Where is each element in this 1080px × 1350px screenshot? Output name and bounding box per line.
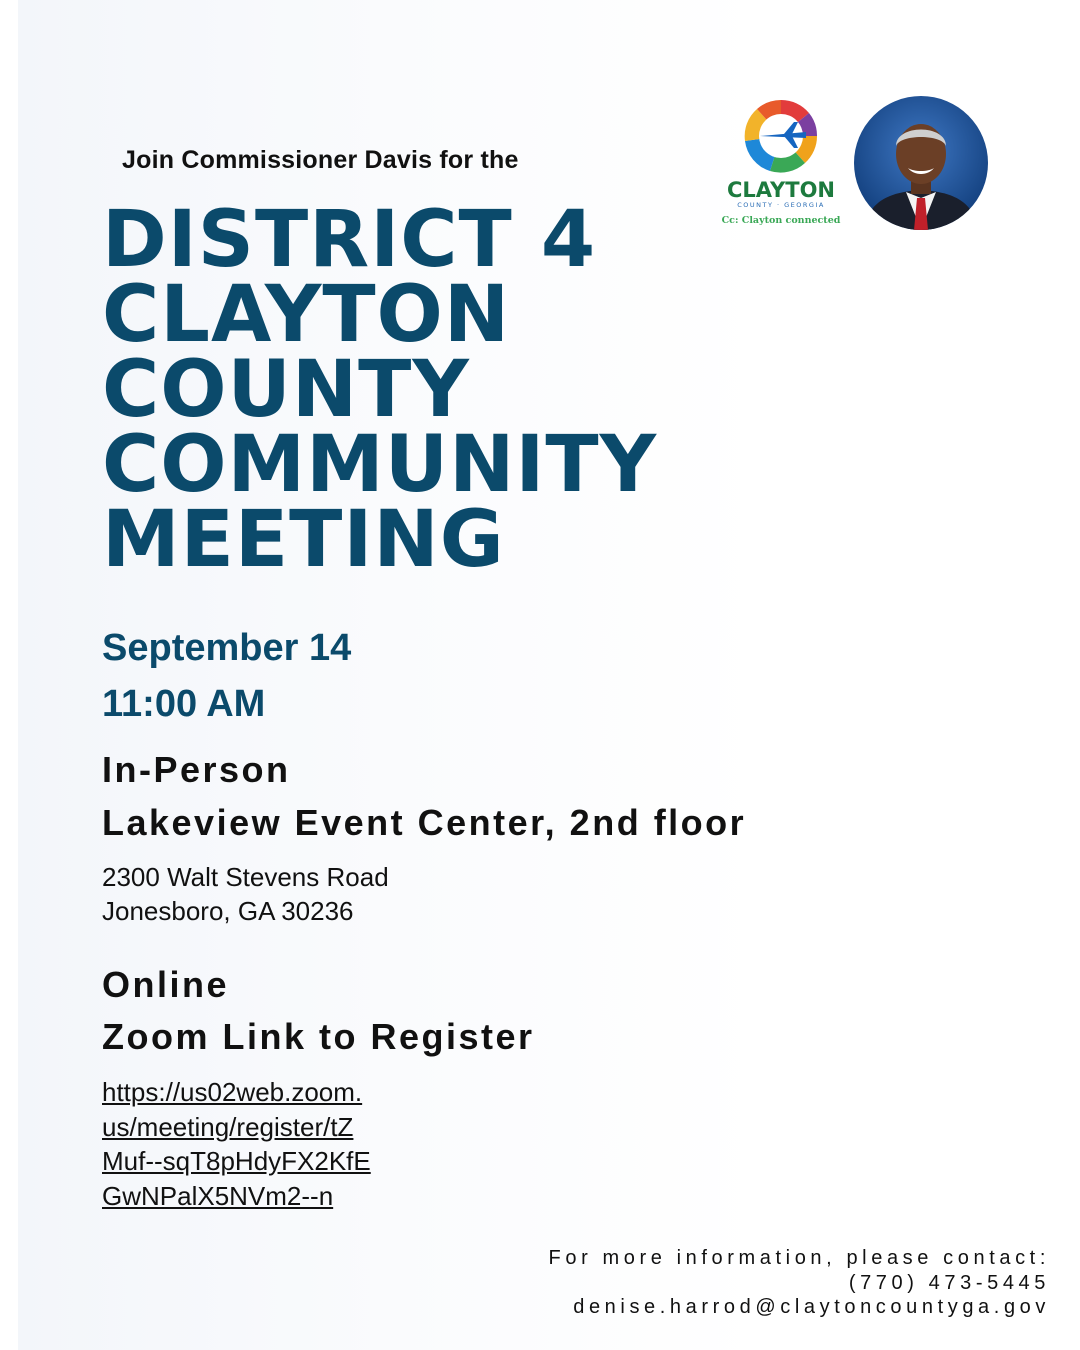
logo-tagline: Cc: Clayton connected bbox=[721, 215, 841, 226]
in-person-heading: In-Person bbox=[102, 749, 291, 790]
event-title-line: COUNTY bbox=[102, 345, 470, 435]
event-title bbox=[102, 195, 658, 585]
commissioner-portrait bbox=[854, 96, 988, 230]
event-title-line: MEETING bbox=[102, 495, 505, 585]
address-line-1: 2300 Walt Stevens Road bbox=[102, 862, 389, 892]
logo-subtitle: COUNTY · GEORGIA bbox=[737, 201, 825, 209]
event-title-line: DISTRICT 4 bbox=[102, 195, 597, 285]
contact-info bbox=[549, 1246, 1050, 1320]
online-heading: Online bbox=[102, 964, 230, 1005]
logo-name: CLAYTON bbox=[727, 178, 835, 202]
contact-label: For more information, please contact: bbox=[548, 1247, 1050, 1269]
clayton-county-logo bbox=[710, 96, 852, 230]
event-title-line: CLAYTON bbox=[102, 270, 511, 360]
venue-name: Lakeview Event Center, 2nd floor bbox=[102, 802, 747, 843]
event-date: September 14 bbox=[102, 627, 352, 669]
event-time: 11:00 AM bbox=[102, 683, 266, 725]
zoom-heading: Zoom Link to Register bbox=[102, 1016, 535, 1057]
contact-email: denise.harrod@claytoncountyga.gov bbox=[573, 1296, 1050, 1318]
event-title-line: COMMUNITY bbox=[102, 420, 658, 510]
zoom-registration-link[interactable]: https://us02web.zoom.us/meeting/register/tZMuf--sqT8pHdyFX2KfEGwNPalX5NVm2--n bbox=[102, 1077, 371, 1211]
address-line-2: Jonesboro, GA 30236 bbox=[102, 896, 354, 926]
globe-icon bbox=[745, 100, 817, 173]
intro-text: Join Commissioner Davis for the bbox=[122, 146, 519, 174]
contact-phone: (770) 473-5445 bbox=[848, 1271, 1050, 1294]
